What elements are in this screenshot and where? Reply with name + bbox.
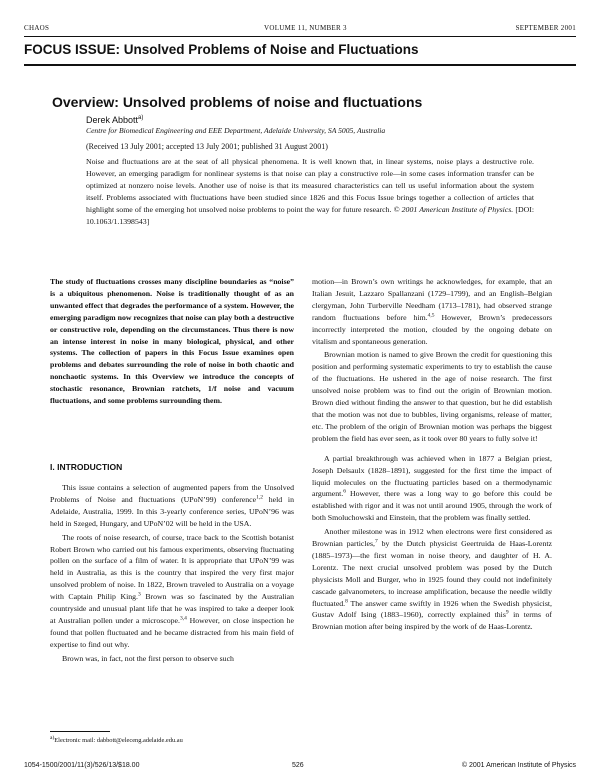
header-rule	[24, 36, 576, 37]
footnote-mark: a)	[50, 734, 55, 741]
volume-number: VOLUME 11, NUMBER 3	[264, 24, 347, 32]
footnote-rule	[50, 731, 110, 732]
milestone-paragraph: Another milestone was in 1912 when electrons were first considered as Brownian particles,$^7$ by the Dutch physicist Geertruida de Haas-Lorentz (1885–1973)—the first woman in noise theory, and daughter of H. A. Lorentz. The next crucial unsolved problem was posed by the Dutch physicists Moll and Burger, who in 1925 found they could not indefinitely cascade galvanometers, to increase amplification, because the needle wildly fluctuated.$^8$ The answer came swiftly in 1926 when the Swedish physicist, Gustav Adolf Ising (1883–1960), correctly explained this$^9$ in terms of Brownian motion after being inspired by the work of de Haas-Lorentz.	[312, 527, 552, 632]
issue-date: SEPTEMBER 2001	[515, 24, 576, 32]
author-name: Derek Abbott	[86, 115, 139, 125]
roots-paragraph: The roots of noise research, of course, trace back to the Scottish botanist Robert Brown who carried out his famous experiments, observing fluctuating pollen on the surface of a film of water. It is appropriate that UPoN’99 was held in Australia, as this is the country that inspired the very first major unsolved problem of noise. In 1822, Brown traveled to Australia on a voyage with Captain Philip King.$^3$ Brown was so fascinated by the Australian countryside and unusual plant life that he was inspired to take a deeper look at Australian pollen under a microscope.$^{3,4}$ However, on close inspection he found that pollen fluctuated and he became distracted from his main field of expertise to find out why.	[50, 532, 295, 649]
motion-paragraph: motion—in Brown’s own writings he acknowledges, for example, that an Italian Jesuit, Lazzaro Spallanzani (1729–1799), and an English–Belgian clergyman, John Turberville Needham (1713–1781), had observed strange random fluctuations before him.$^{4,5}$ However, Brown’s predecessors incorrectly interpreted the motion, clouded by the ongoing debate on vitalism and spontaneous generation.	[312, 277, 552, 346]
footer-copyright: © 2001 American Institute of Physics	[461, 762, 576, 769]
page-number: 526	[292, 762, 304, 769]
abstract-text: Noise and fluctuations are at the seat of all physical phenomena. It is well known that, in linear systems, noise plays a destructive role. However, an emerging paradigm for nonlinear systems is that noise can play a constructive role—in some cases information transfer can be optimized at nonzero noise levels. Another use of noise is that its measured characteristics can tell us useful information about the system itself. Problems associated with fluctuations have been studied since 1826 and this Focus Issue brings together a collection of articles that highlight some of the emerging hot unsolved noise problems to point the way for future research.	[86, 157, 534, 214]
banner-rule	[24, 64, 576, 66]
footnote	[50, 734, 183, 744]
abstract	[86, 156, 534, 227]
footer-issn: 1054-1500/2001/11(3)/526/13/$18.00	[24, 762, 140, 769]
footnote-text: Electronic mail: dabbott@eleceng.adelaide.edu.au	[54, 737, 183, 744]
section-heading: I. INTRODUCTION	[50, 462, 123, 472]
affiliation: Centre for Biomedical Engineering and EEE Department, Adelaide University, SA 5005, Australia	[86, 126, 386, 135]
abstract-copyright: © 2001 American Institute of Physics.	[393, 204, 514, 214]
right-column-body	[312, 276, 552, 633]
journal-name: CHAOS	[24, 24, 50, 32]
brown-paragraph: Brown was, in fact, not the first person to observe such	[62, 653, 234, 663]
left-column-body	[50, 482, 294, 665]
running-header	[24, 24, 576, 34]
lead-paragraph: The study of fluctuations crosses many discipline boundaries as “noise” is a ubiquitous phenomenon. Noise is traditionally thought of as an unwanted effect that degrades the performance of a system. However, the emerging paradigm now recognizes that noise can play both a destructive or constructive role, depending on the circumstances. Thus there is now an intense interest in noise in many biological, physical, and other systems. The collection of papers in this Focus Issue examines open problems and debates surrounding the role of noise in both chaotic and nonchaotic systems. In this Overview we introduce the concepts of stochastic resonance, Brownian ratchets, 1/f noise and vacuum fluctuations, and some problems surrounding them.	[50, 277, 294, 406]
intro-paragraph: This issue contains a selection of augmented papers from the Unsolved Problems of Noise and fluctuations (UPoN’99) conference$^{1,2}$ held in Adelaide, Australia, 1999. In this 3-yearly conference series, UPoN’96 was held in Szeged, Hungary, and UPoN’02 will be held in the USA.	[50, 483, 294, 528]
received-dates: (Received 13 July 2001; accepted 13 July 2001; published 31 August 2001)	[86, 142, 328, 151]
brownian-paragraph: Brownian motion is named to give Brown the credit for questioning this position and performing systematic experiments to try to establish the cause of the fluctuations. He ushered in the age of noise research. The first unsolved noise problem was to find out the origin of Brownian motion. Brown died without finding the answer to that question, but he did establish that the motion was not due to bubbles, living organisms, release of matter, etc. The problem of the origin of Brownian motion was perhaps the biggest problem the field has ever seen, as it took over 80 years to fully solve it!	[312, 350, 552, 443]
breakthrough-paragraph: A partial breakthrough was achieved when in 1877 a Belgian priest, Joseph Delsaulx (1828–1891), suggested for the first time the impact of liquid molecules on the fluctuating particles based on a thermodynamic argument.$^6$ However, there was a long way to go before this could be established with rigor and it was not until around 1905, through the work of both Smoluchowski and Einstein, that the problem was finally settled.	[312, 453, 552, 523]
focus-issue-banner: FOCUS ISSUE: Unsolved Problems of Noise and Fluctuations	[24, 42, 419, 57]
abstract-doi: [DOI: 10.1063/1.1398543]	[86, 204, 535, 226]
article-title: Overview: Unsolved problems of noise and fluctuations	[52, 94, 423, 110]
author-line	[86, 115, 143, 125]
author-mark: a)	[138, 115, 144, 121]
